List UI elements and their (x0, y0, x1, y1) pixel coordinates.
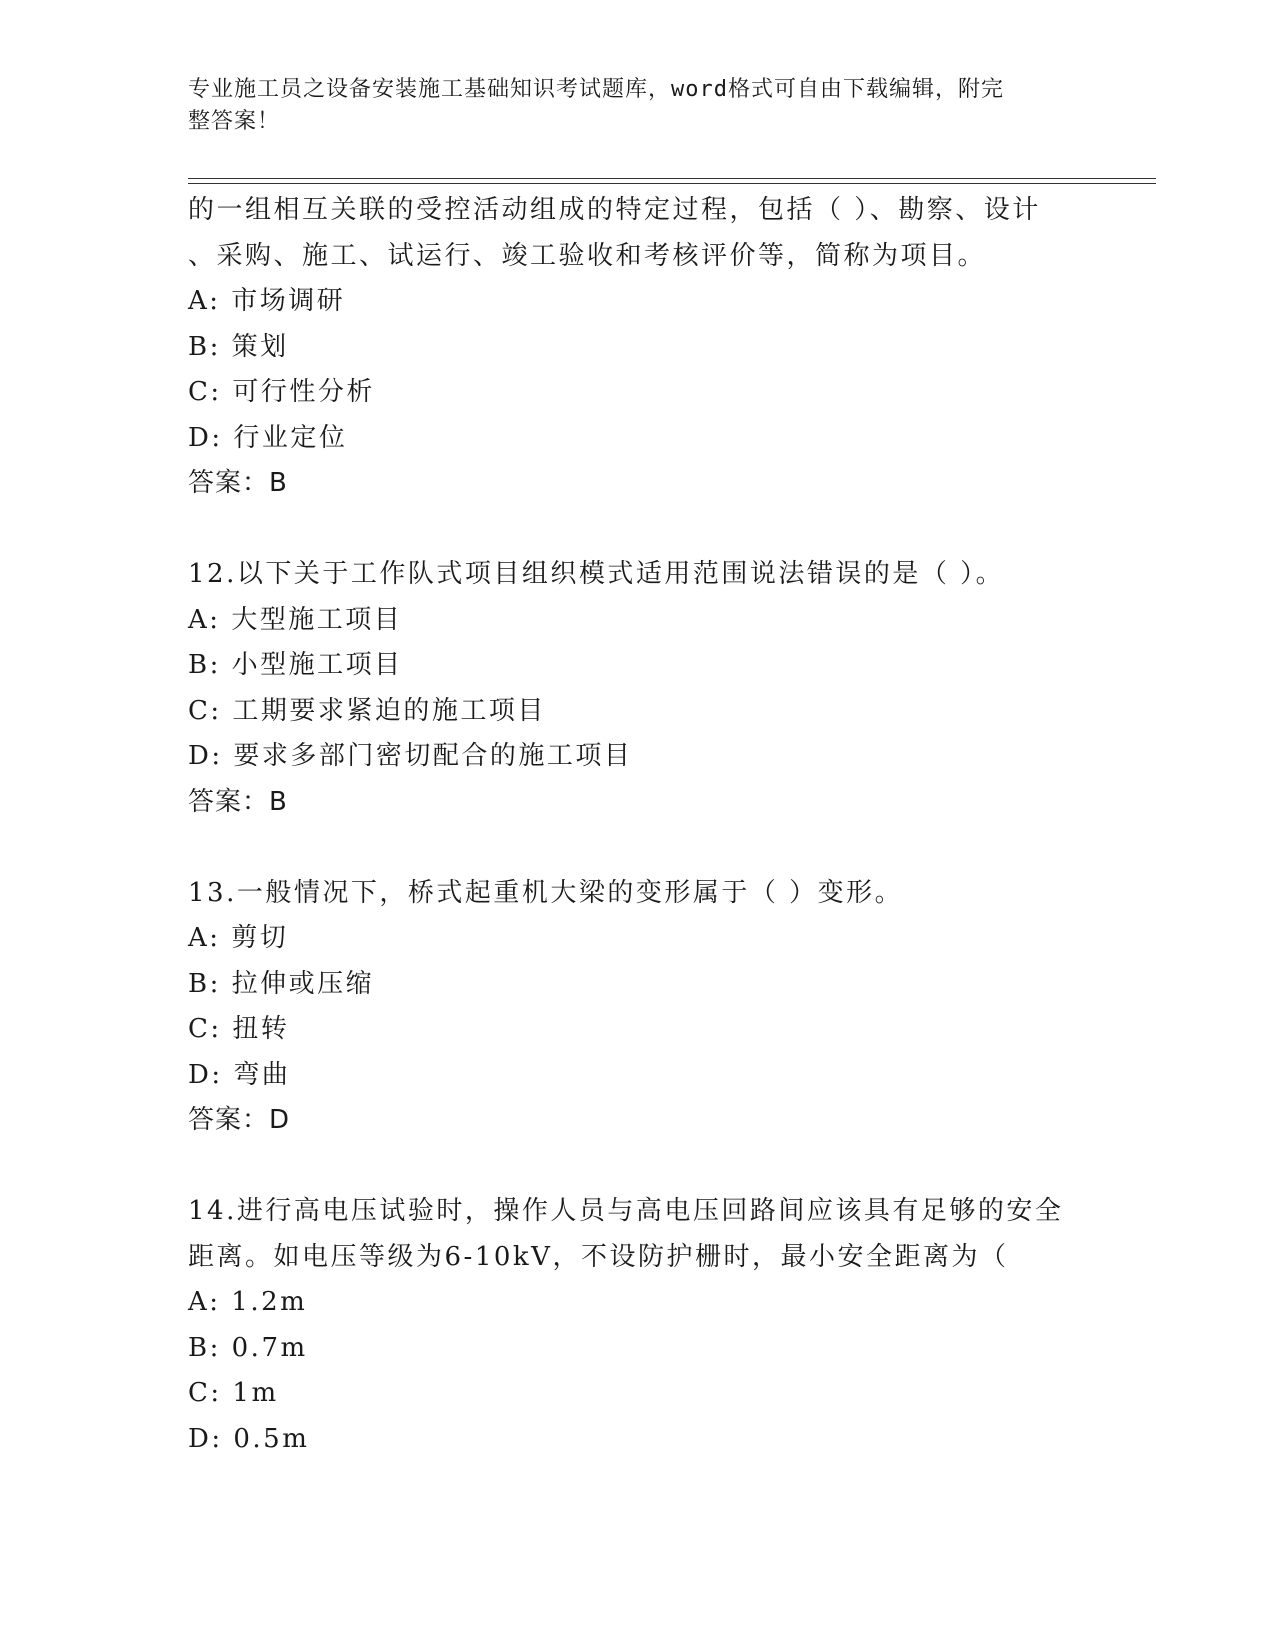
option-d: D: 行业定位 (188, 422, 348, 453)
question-list (188, 188, 1088, 1462)
spacer (188, 825, 1088, 871)
option-a: A: 市场调研 (188, 286, 346, 316)
option-d: D: 弯曲 (188, 1059, 291, 1090)
question-text: 14.进行高电压试验时，操作人员与高电压回路间应该具有足够的安全 (188, 1196, 1064, 1226)
question-text: 距离。如电压等级为6-10kV，不设防护栅时，最小安全距离为（ (188, 1241, 1009, 1272)
option-a: A: 大型施工项目 (188, 604, 403, 635)
question-text: 、采购、施工、试运行、竣工验收和考核评价等，简称为项目。 (188, 240, 987, 271)
option-c: C: 工期要求紧迫的施工项目 (188, 695, 546, 726)
question-text: 12.以下关于工作队式项目组织模式适用范围说法错误的是（ ）。 (188, 559, 1005, 589)
question-12 (188, 552, 1088, 825)
option-c: C: 1m (188, 1378, 279, 1408)
option-b: B: 0.7m (188, 1332, 308, 1363)
spacer (188, 1144, 1088, 1190)
answer-line: 答案：B (188, 786, 288, 817)
spacer (188, 507, 1088, 553)
option-a: A: 1.2m (188, 1287, 308, 1317)
header-line-2: 整答案！ (188, 109, 281, 134)
option-c: C: 扭转 (188, 1014, 290, 1044)
option-b: B: 策划 (188, 331, 289, 362)
header-line-1: 专业施工员之设备安装施工基础知识考试题库，word格式可自由下载编辑，附完 (188, 77, 1004, 102)
option-c: C: 可行性分析 (188, 377, 375, 407)
option-b: B: 拉伸或压缩 (188, 968, 375, 999)
question-text: 的一组相互关联的受控活动组成的特定过程，包括（ ）、勘察、设计 (188, 195, 1041, 225)
document-header (188, 74, 1068, 138)
answer-line: 答案：B (188, 468, 288, 498)
question-14 (188, 1189, 1088, 1462)
option-a: A: 剪切 (188, 923, 289, 953)
question-text: 13.一般情况下，桥式起重机大梁的变形属于（ ）变形。 (188, 877, 904, 908)
question-13 (188, 871, 1088, 1144)
header-double-rule (188, 178, 1156, 184)
answer-line: 答案：D (188, 1105, 291, 1135)
option-d: D: 0.5m (188, 1423, 310, 1454)
question-11 (188, 188, 1088, 507)
option-b: B: 小型施工项目 (188, 650, 403, 680)
option-d: D: 要求多部门密切配合的施工项目 (188, 741, 633, 771)
